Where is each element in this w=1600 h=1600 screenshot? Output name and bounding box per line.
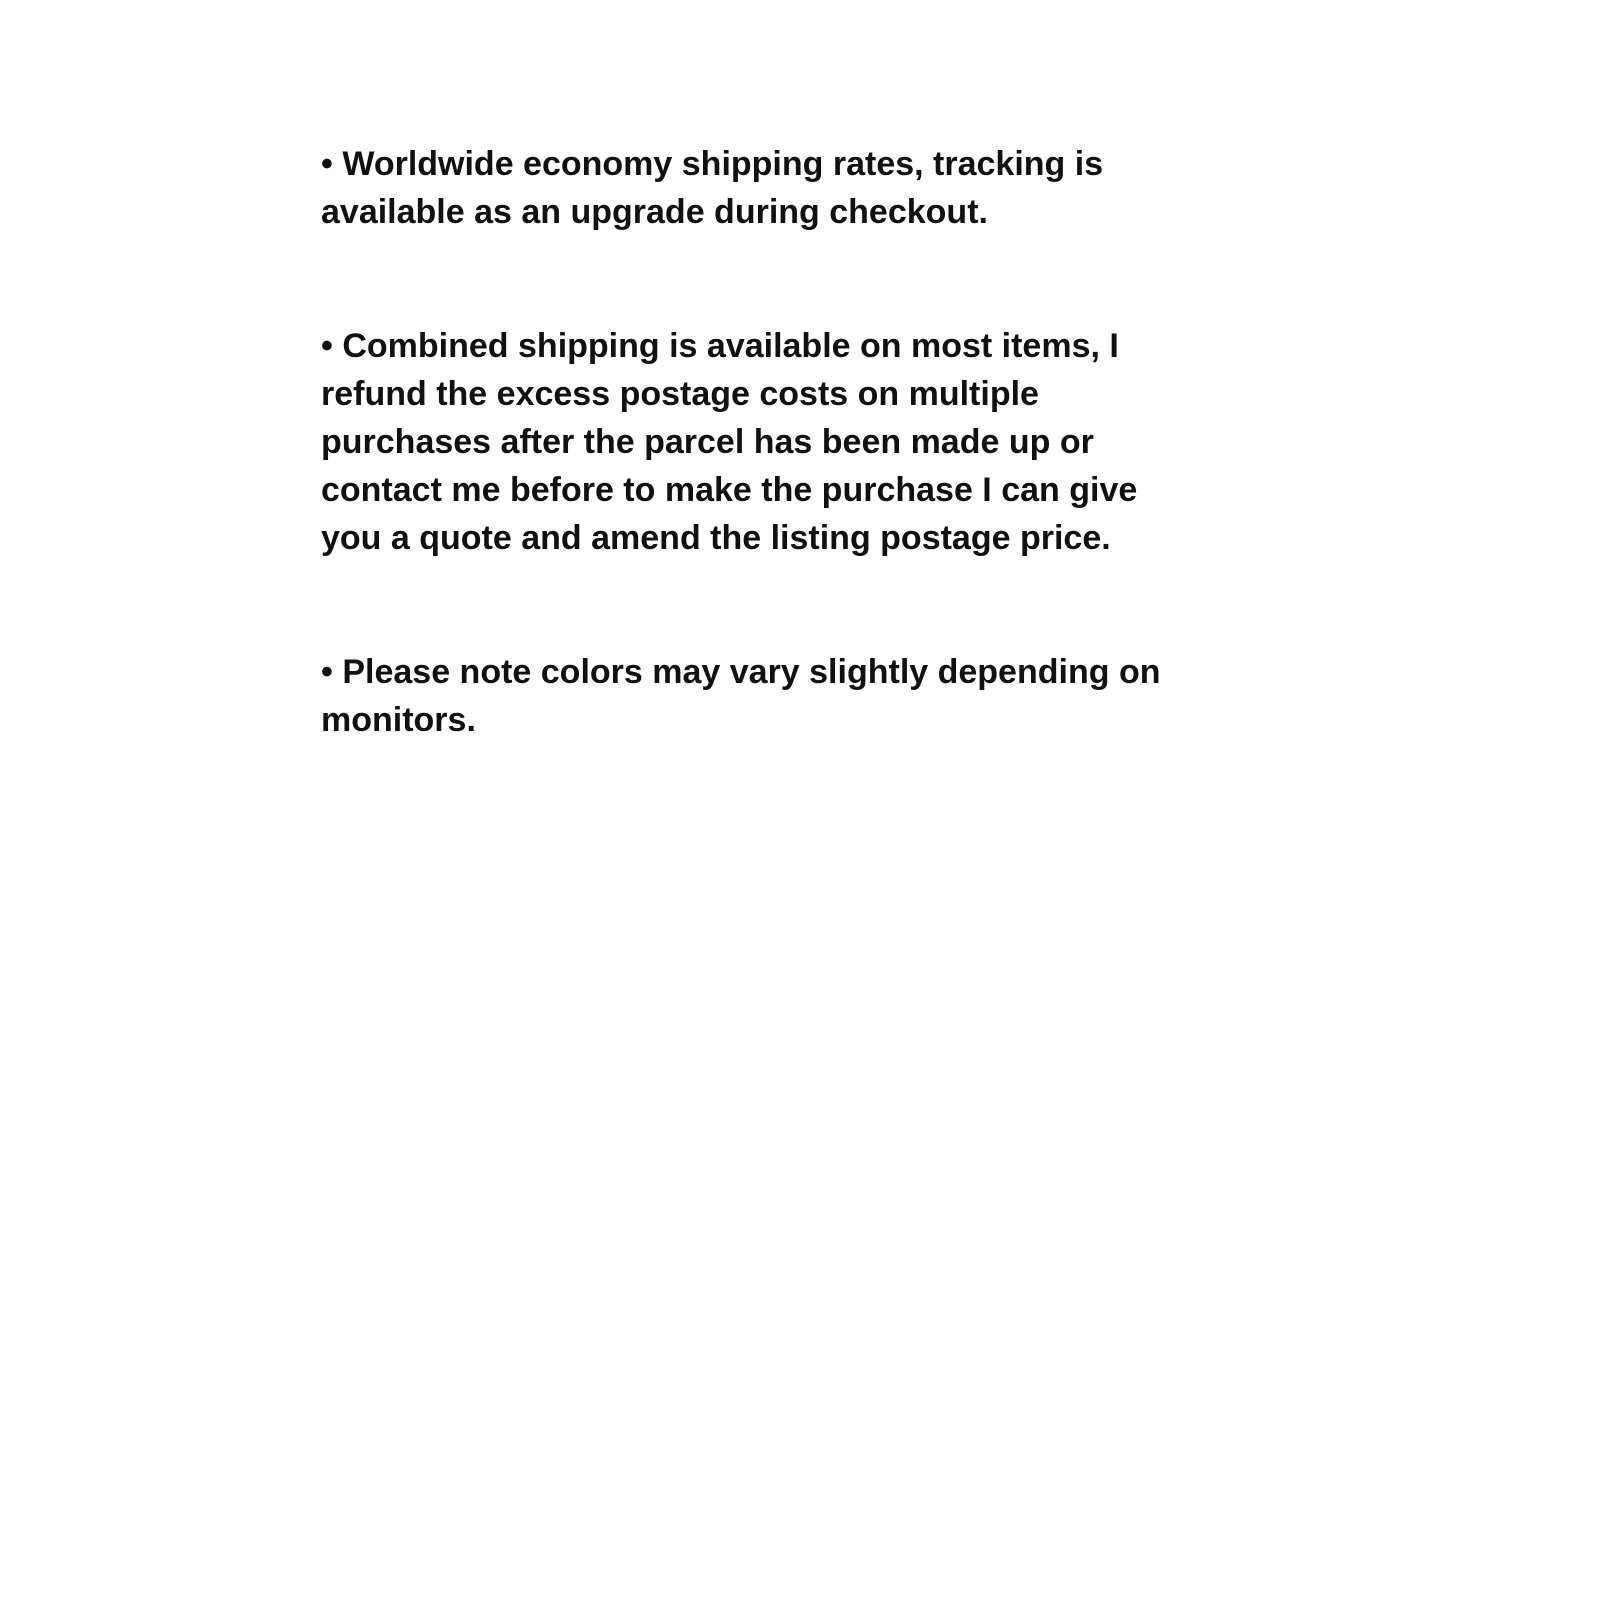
note-worldwide-shipping: • Worldwide economy shipping rates, tracking is available as an upgrade during checkout. — [321, 145, 1104, 231]
shipping-notes-list — [321, 140, 1221, 830]
note-combined-shipping: • Combined shipping is available on most items, I refund the excess postage costs on multiple purchases after the parcel has been made up or contact me before to make the purchase I can give you a quote and amend the listing postage price. — [321, 327, 1138, 557]
note-color-variation: • Please note colors may vary slightly depending on monitors. — [321, 653, 1161, 739]
